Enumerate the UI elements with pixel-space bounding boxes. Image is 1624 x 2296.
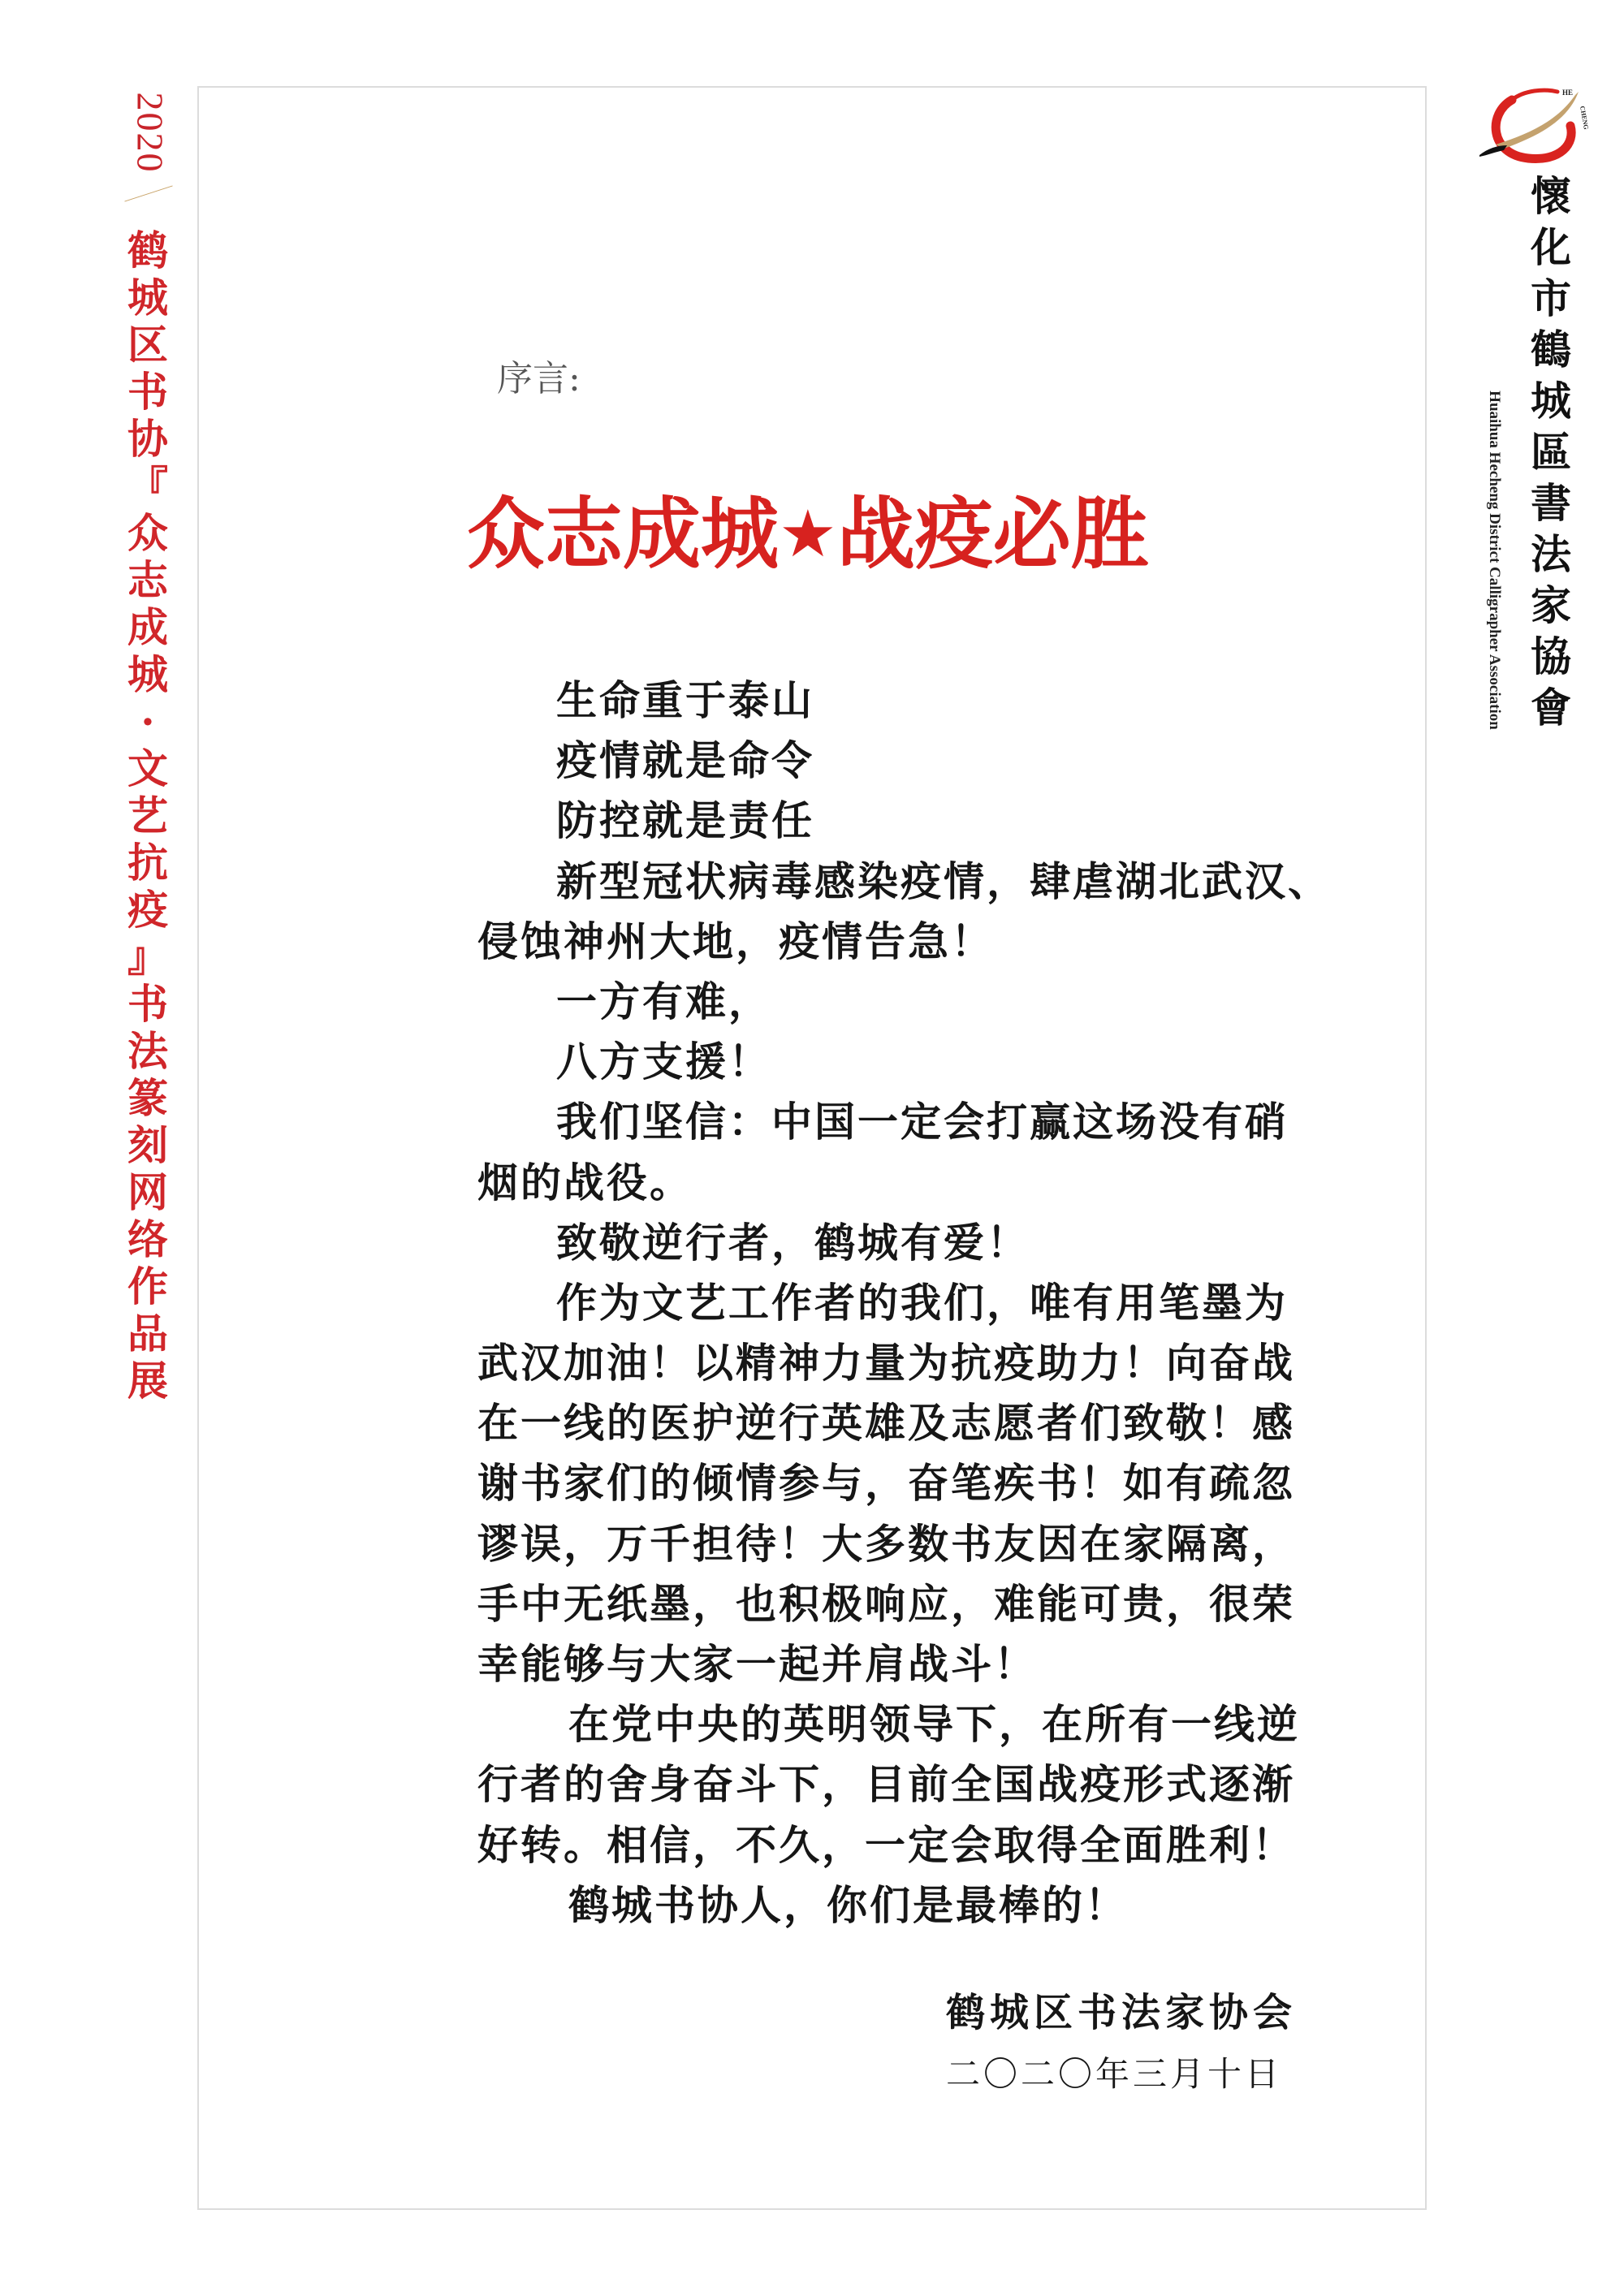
text-line: 在一线的医护逆行英雄及志愿者们致敬！感: [477, 1399, 1295, 1448]
preface-body: [477, 671, 1331, 1936]
banner-char: 络: [127, 1215, 168, 1263]
banner-char: 文: [127, 744, 168, 792]
text-line: 新型冠状病毒感染疫情，肆虐湖北武汉、: [556, 857, 1331, 905]
text-line: 谢书家们的倾情参与，奋笔疾书！如有疏忽: [477, 1459, 1295, 1508]
text-line: 生命重于泰山: [556, 676, 814, 724]
banner-char: ·: [140, 697, 155, 745]
banner-char: 展: [127, 1357, 168, 1405]
svg-text:HE: HE: [1562, 88, 1574, 97]
banner-char: 『: [127, 462, 168, 510]
text-line: 我们坚信：中国一定会打赢这场没有硝: [556, 1098, 1288, 1146]
signature: 鹤城区书法家协会: [946, 1990, 1298, 2035]
banner-char: 疫: [127, 886, 168, 934]
english-name-text: Huaihua Hecheng District Calligrapher Association: [1486, 391, 1504, 730]
text-line: 鹤城书协人，你们是最棒的！: [568, 1880, 1128, 1929]
banner-char: 城: [127, 274, 168, 322]
title-left: 众志成城: [467, 488, 779, 580]
banner-char: 成: [127, 603, 168, 651]
association-name-english: [1474, 391, 1514, 730]
banner-char: 城: [127, 650, 168, 698]
logo-char: 協: [1531, 632, 1571, 680]
text-line: 手中无纸墨，也积极响应，难能可贵，很荣: [477, 1579, 1295, 1628]
logo-char: 城: [1531, 377, 1571, 425]
svg-text:CHENG: CHENG: [1579, 105, 1590, 131]
year-label: [114, 88, 187, 177]
page-title: [467, 473, 1328, 584]
banner-char: 刻: [127, 1121, 168, 1169]
banner-char: 品: [127, 1310, 168, 1357]
banner-char: 区: [127, 321, 168, 369]
banner-char: 众: [127, 509, 168, 557]
logo-char: 家: [1531, 581, 1571, 629]
banner-char: 鹤: [127, 227, 168, 274]
year-text: 2020: [129, 92, 171, 173]
logo-char: 會: [1531, 684, 1571, 732]
preface-label: 序言:: [497, 358, 581, 399]
association-logo-icon: [1479, 77, 1618, 166]
text-line: 武汉加油！以精神力量为抗疫助力！向奋战: [477, 1339, 1295, 1388]
banner-char: 协: [127, 415, 168, 463]
logo-char: 鶴: [1531, 326, 1571, 373]
banner-char: 艺: [127, 792, 168, 839]
banner-char: 书: [127, 980, 168, 1028]
text-line: 谬误，万千担待！大多数书友因在家隔离，: [477, 1519, 1295, 1568]
text-line: 作为文艺工作者的我们，唯有用笔墨为: [556, 1278, 1288, 1327]
text-line: 幸能够与大家一起并肩战斗！: [477, 1640, 1037, 1688]
text-line: 致敬逆行者，鹤城有爱！: [556, 1218, 1030, 1267]
text-line: 防控就是责任: [556, 796, 814, 845]
star-icon: ★: [779, 496, 837, 572]
logo-char: 化: [1531, 223, 1571, 271]
text-line: 一方有难，: [556, 977, 771, 1025]
logo-char: 書: [1531, 479, 1571, 527]
banner-char: 抗: [127, 839, 168, 887]
logo-char: 法: [1531, 530, 1571, 578]
divider-slash: [124, 185, 172, 201]
logo-char: 懷: [1531, 172, 1571, 220]
text-line: 行者的舍身奋斗下，目前全国战疫形式逐渐: [477, 1760, 1295, 1809]
banner-char: 书: [127, 368, 168, 416]
text-line: 疫情就是命令: [556, 736, 814, 785]
banner-char: 作: [127, 1262, 168, 1310]
association-name-calligraphy: [1527, 170, 1575, 733]
banner-char: 篆: [127, 1074, 168, 1122]
date: 二〇二〇年三月十日: [946, 2054, 1283, 2094]
logo-char: 市: [1531, 274, 1571, 322]
text-line: 烟的战役。: [477, 1158, 693, 1206]
text-line: 侵蚀神州大地，疫情告急！: [477, 917, 994, 965]
banner-char: 』: [127, 933, 168, 981]
logo-char: 區: [1531, 428, 1571, 476]
banner-char: 法: [127, 1027, 168, 1075]
text-line: 好转。相信，不久，一定会取得全面胜利！: [477, 1820, 1295, 1869]
text-line: 在党中央的英明领导下，在所有一线逆: [568, 1700, 1300, 1749]
exhibition-banner: [123, 227, 172, 1405]
banner-char: 网: [127, 1168, 168, 1216]
title-right: 战疫必胜: [836, 488, 1149, 580]
text-line: 八方支援！: [556, 1038, 771, 1086]
banner-char: 志: [127, 556, 168, 604]
